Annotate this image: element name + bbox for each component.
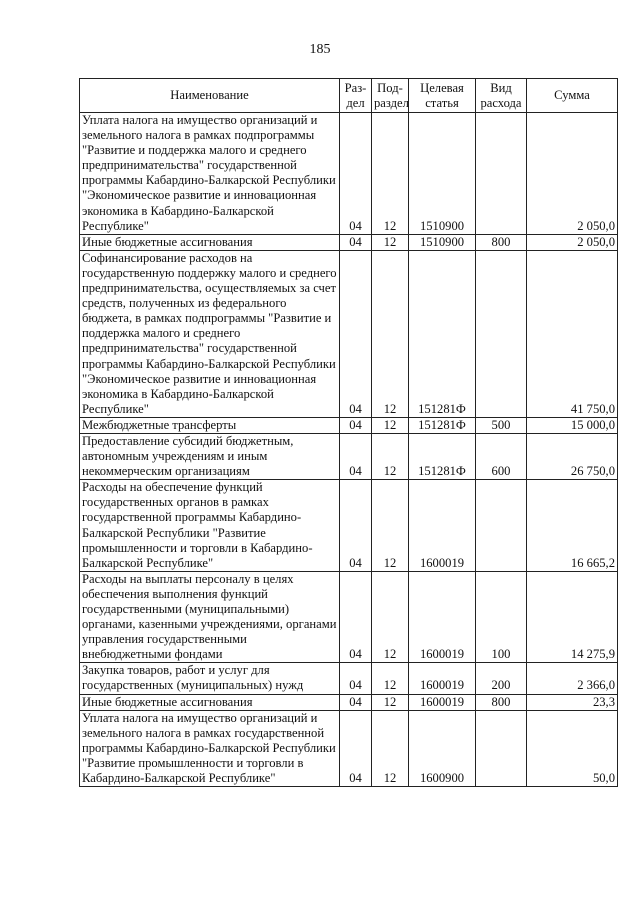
header-razdel: Раз- дел	[340, 79, 372, 113]
row-name: Предоставление субсидий бюджетным, автономным учреждениям и иным некоммерческим организациям	[80, 433, 340, 479]
row-podrazdel: 12	[372, 250, 409, 417]
row-name: Закупка товаров, работ и услуг для государственных (муниципальных) нужд	[80, 663, 340, 694]
row-podrazdel: 12	[372, 234, 409, 250]
row-razdel: 04	[340, 663, 372, 694]
row-name: Межбюджетные трансферты	[80, 417, 340, 433]
row-name: Иные бюджетные ассигнования	[80, 694, 340, 710]
table-row	[80, 571, 618, 663]
row-tselevaya: 151281Ф	[409, 250, 476, 417]
table-row	[80, 663, 618, 694]
row-podrazdel: 12	[372, 433, 409, 479]
header-name: Наименование	[80, 79, 340, 113]
row-razdel: 04	[340, 417, 372, 433]
table-row	[80, 250, 618, 417]
table-row	[80, 480, 618, 572]
header-tselevaya-statya: Целевая статья	[409, 79, 476, 113]
page-number: 185	[309, 42, 331, 57]
row-podrazdel: 12	[372, 480, 409, 572]
row-vid	[476, 250, 527, 417]
row-tselevaya: 1600900	[409, 710, 476, 786]
row-podrazdel: 12	[372, 417, 409, 433]
row-podrazdel: 12	[372, 663, 409, 694]
header-vid-raskhoda: Вид расхода	[476, 79, 527, 113]
row-summa: 14 275,9	[527, 571, 618, 663]
row-vid	[476, 113, 527, 235]
row-razdel: 04	[340, 113, 372, 235]
row-podrazdel: 12	[372, 113, 409, 235]
table-row	[80, 113, 618, 235]
row-tselevaya: 1600019	[409, 480, 476, 572]
row-summa: 16 665,2	[527, 480, 618, 572]
row-podrazdel: 12	[372, 571, 409, 663]
row-vid	[476, 480, 527, 572]
row-podrazdel: 12	[372, 694, 409, 710]
row-vid: 100	[476, 571, 527, 663]
row-name: Софинансирование расходов на государственную поддержку малого и среднего предпринимательства, осуществляемых за счет средств, полученных из федерального бюджета, в рамках подпрограммы "Развитие и поддержка малого и среднего предпринимательства" государственной программы Кабардино-Балкарской Республики "Экономическое развитие и инновационная экономика в Кабардино-Балкарской Республике"	[80, 250, 340, 417]
table-row	[80, 433, 618, 479]
row-name: Уплата налога на имущество организаций и земельного налога в рамках подпрограммы "Развитие и поддержка малого и среднего предпринимательства" государственной программы Кабардино-Балкарской Республики "Экономическое развитие и инновационная экономика в Кабардино-Балкарской Республике"	[80, 113, 340, 235]
row-name: Расходы на обеспечение функций государственных органов в рамках государственной программы Кабардино-Балкарской Республики "Развитие промышленности и торговли в Кабардино-Балкарской Республике"	[80, 480, 340, 572]
budget-table	[79, 78, 618, 787]
row-razdel: 04	[340, 234, 372, 250]
row-summa: 2 366,0	[527, 663, 618, 694]
header-summa: Сумма	[527, 79, 618, 113]
row-razdel: 04	[340, 571, 372, 663]
row-vid	[476, 710, 527, 786]
row-summa: 41 750,0	[527, 250, 618, 417]
row-tselevaya: 1600019	[409, 694, 476, 710]
row-tselevaya: 1510900	[409, 234, 476, 250]
row-vid: 600	[476, 433, 527, 479]
table-row	[80, 234, 618, 250]
row-summa: 50,0	[527, 710, 618, 786]
row-tselevaya: 1600019	[409, 571, 476, 663]
table-row	[80, 710, 618, 786]
row-razdel: 04	[340, 480, 372, 572]
row-razdel: 04	[340, 250, 372, 417]
row-summa: 26 750,0	[527, 433, 618, 479]
row-summa: 23,3	[527, 694, 618, 710]
row-razdel: 04	[340, 433, 372, 479]
row-summa: 2 050,0	[527, 234, 618, 250]
row-vid: 800	[476, 234, 527, 250]
row-summa: 2 050,0	[527, 113, 618, 235]
header-podrazdel: Под- раздел	[372, 79, 409, 113]
row-razdel: 04	[340, 710, 372, 786]
table-row	[80, 694, 618, 710]
row-tselevaya: 151281Ф	[409, 433, 476, 479]
row-vid: 800	[476, 694, 527, 710]
row-vid: 500	[476, 417, 527, 433]
header-row	[80, 79, 618, 113]
row-tselevaya: 151281Ф	[409, 417, 476, 433]
row-podrazdel: 12	[372, 710, 409, 786]
row-name: Иные бюджетные ассигнования	[80, 234, 340, 250]
row-tselevaya: 1510900	[409, 113, 476, 235]
row-name: Расходы на выплаты персоналу в целях обеспечения выполнения функций государственными (муниципальными) органами, казенными учреждениями, органами управления государственными внебюджетными фондами	[80, 571, 340, 663]
row-tselevaya: 1600019	[409, 663, 476, 694]
table-row	[80, 417, 618, 433]
row-name: Уплата налога на имущество организаций и земельного налога в рамках государственной программы Кабардино-Балкарской Республики "Развитие промышленности и торговли в Кабардино-Балкарской Республике"	[80, 710, 340, 786]
row-razdel: 04	[340, 694, 372, 710]
row-summa: 15 000,0	[527, 417, 618, 433]
row-vid: 200	[476, 663, 527, 694]
